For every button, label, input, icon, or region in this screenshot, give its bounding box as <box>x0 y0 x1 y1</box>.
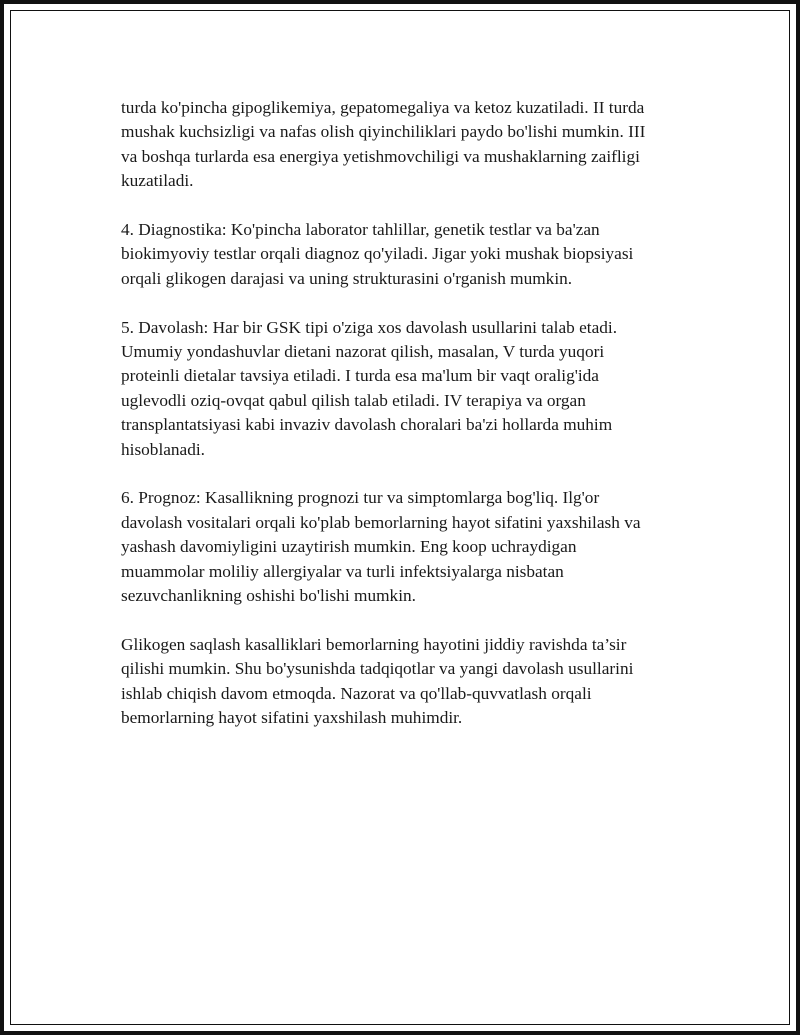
text-line: orqali glikogen darajasi va uning strukturasini o'rganish mumkin. <box>121 268 573 288</box>
paragraph-prognosis <box>121 486 691 608</box>
text-line: Umumiy yondashuvlar dietani nazorat qilish, masalan, V turda yuqori <box>121 342 605 362</box>
paragraph-conclusion <box>121 633 691 731</box>
text-line: 4. Diagnostika: Ko'pincha laborator tahlillar, genetik testlar va ba'zan <box>121 220 600 240</box>
text-line: davolash vositalari orqali ko'plab bemorlarning hayot sifatini yaxshilash va <box>121 512 641 532</box>
text-line: ishlab chiqish davom etmoqda. Nazorat va qo'llab-quvvatlash orqali <box>121 683 592 703</box>
document-body <box>121 96 691 755</box>
text-line: kuzatiladi. <box>121 171 194 191</box>
text-line: 6. Prognoz: Kasallikning prognozi tur va simptomlarga bog'liq. Ilg'or <box>121 488 600 508</box>
text-line: turda ko'pincha gipoglikemiya, gepatomegaliya va ketoz kuzatiladi. II turda <box>121 98 645 117</box>
text-line: uglevodli oziq-ovqat qabul qilish talab etiladi. IV terapiya va organ <box>121 390 586 410</box>
text-line: bemorlarning hayot sifatini yaxshilash muhimdir. <box>121 708 463 728</box>
text-line: proteinli dietalar tavsiya etiladi. I turda esa ma'lum bir vaqt oralig'ida <box>121 366 599 386</box>
text-line: qilishi mumkin. Shu bo'ysunishda tadqiqotlar va yangi davolash usullarini <box>121 659 634 679</box>
paragraph-treatment <box>121 316 691 462</box>
text-line: transplantatsiyasi kabi invaziv davolash choralari ba'zi hollarda muhim <box>121 415 613 435</box>
text-line: mushak kuchsizligi va nafas olish qiyinchiliklari paydo bo'lishi mumkin. III <box>121 122 646 142</box>
text-line: 5. Davolash: Har bir GSK tipi o'ziga xos davolash usullarini talab etadi. <box>121 317 618 337</box>
text-line: sezuvchanlikning oshishi bo'lishi mumkin. <box>121 586 416 606</box>
text-line: Glikogen saqlash kasalliklari bemorlarning hayotini jiddiy ravishda ta’sir <box>121 634 627 654</box>
text-line: hisoblanadi. <box>121 439 205 459</box>
paragraph-diagnostics <box>121 218 691 291</box>
text-line: muammolar moliliy allergiyalar va turli infektsiyalarga nisbatan <box>121 561 564 581</box>
text-line: yashash davomiyligini uzaytirish mumkin. Eng koop uchraydigan <box>121 537 577 557</box>
paragraph-symptoms-continued <box>121 96 691 194</box>
text-line: biokimyoviy testlar orqali diagnoz qo'yiladi. Jigar yoki mushak biopsiyasi <box>121 244 634 264</box>
text-line: va boshqa turlarda esa energiya yetishmovchiligi va mushaklarning zaifligi <box>121 146 640 166</box>
